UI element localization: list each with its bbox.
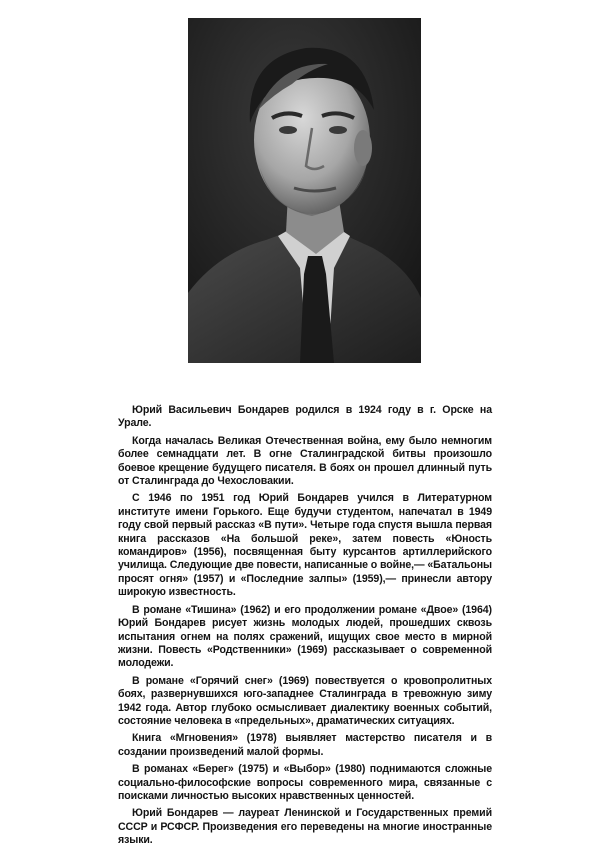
portrait-photo-icon bbox=[188, 18, 421, 363]
bio-paragraph: В романе «Горячий снег» (1969) повествуется о кровопролитных боях, развернувшихся юго-западнее Сталинграда в тревожную зиму 1942 года. Автор глубоко осмысливает диалектику военных событий, состояние человека в «предельных», драматических ситуациях. bbox=[118, 674, 492, 727]
bio-paragraph: С 1946 по 1951 год Юрий Бондарев учился в Литературном институте имени Горького. Еще будучи студентом, напечатал в 1949 году свой первый рассказ «В пути». Четыре года спустя вышла первая книга рассказов «На большой реке», затем повесть «Юность командиров» (1956), посвященная быту курсантов артиллерийского училища. Следующие две повести, написанные о войне,— «Батальоны просят огня» (1957) и «Последние залпы» (1959),— принесли автору широкую известность. bbox=[118, 492, 492, 599]
bio-paragraph: Юрий Васильевич Бондарев родился в 1924 году в г. Орске на Урале. bbox=[118, 404, 492, 430]
author-portrait bbox=[188, 18, 421, 363]
bio-paragraph: Юрий Бондарев — лауреат Ленинской и Государственных премий СССР и РСФСР. Произведения его переведены на многие иностранные языки. bbox=[118, 807, 492, 847]
bio-paragraph: В романе «Тишина» (1962) и его продолжении романе «Двое» (1964) Юрий Бондарев рисует жизнь молодых людей, прошедших сквозь испытания огнем на полях сражений, ищущих свое место в мирной жизни. Повесть «Родственники» (1969) рассказывает о современной молодежи. bbox=[118, 603, 492, 670]
biography-text bbox=[118, 404, 492, 852]
bio-paragraph: Книга «Мгновения» (1978) выявляет мастерство писателя и в создании произведений малой формы. bbox=[118, 732, 492, 758]
bio-paragraph: Когда началась Великая Отечественная война, ему было немногим более семнадцати лет. В огне Сталинградской битвы произошло боевое крещение будущего писателя. В боях он прошел длинный путь от Сталинграда до Чехословакии. bbox=[118, 434, 492, 488]
bio-paragraph: В романах «Берег» (1975) и «Выбор» (1980) поднимаются сложные социально-философские вопросы современного мира, связанные с поисками личностью высоких нравственных ценностей. bbox=[118, 763, 492, 802]
